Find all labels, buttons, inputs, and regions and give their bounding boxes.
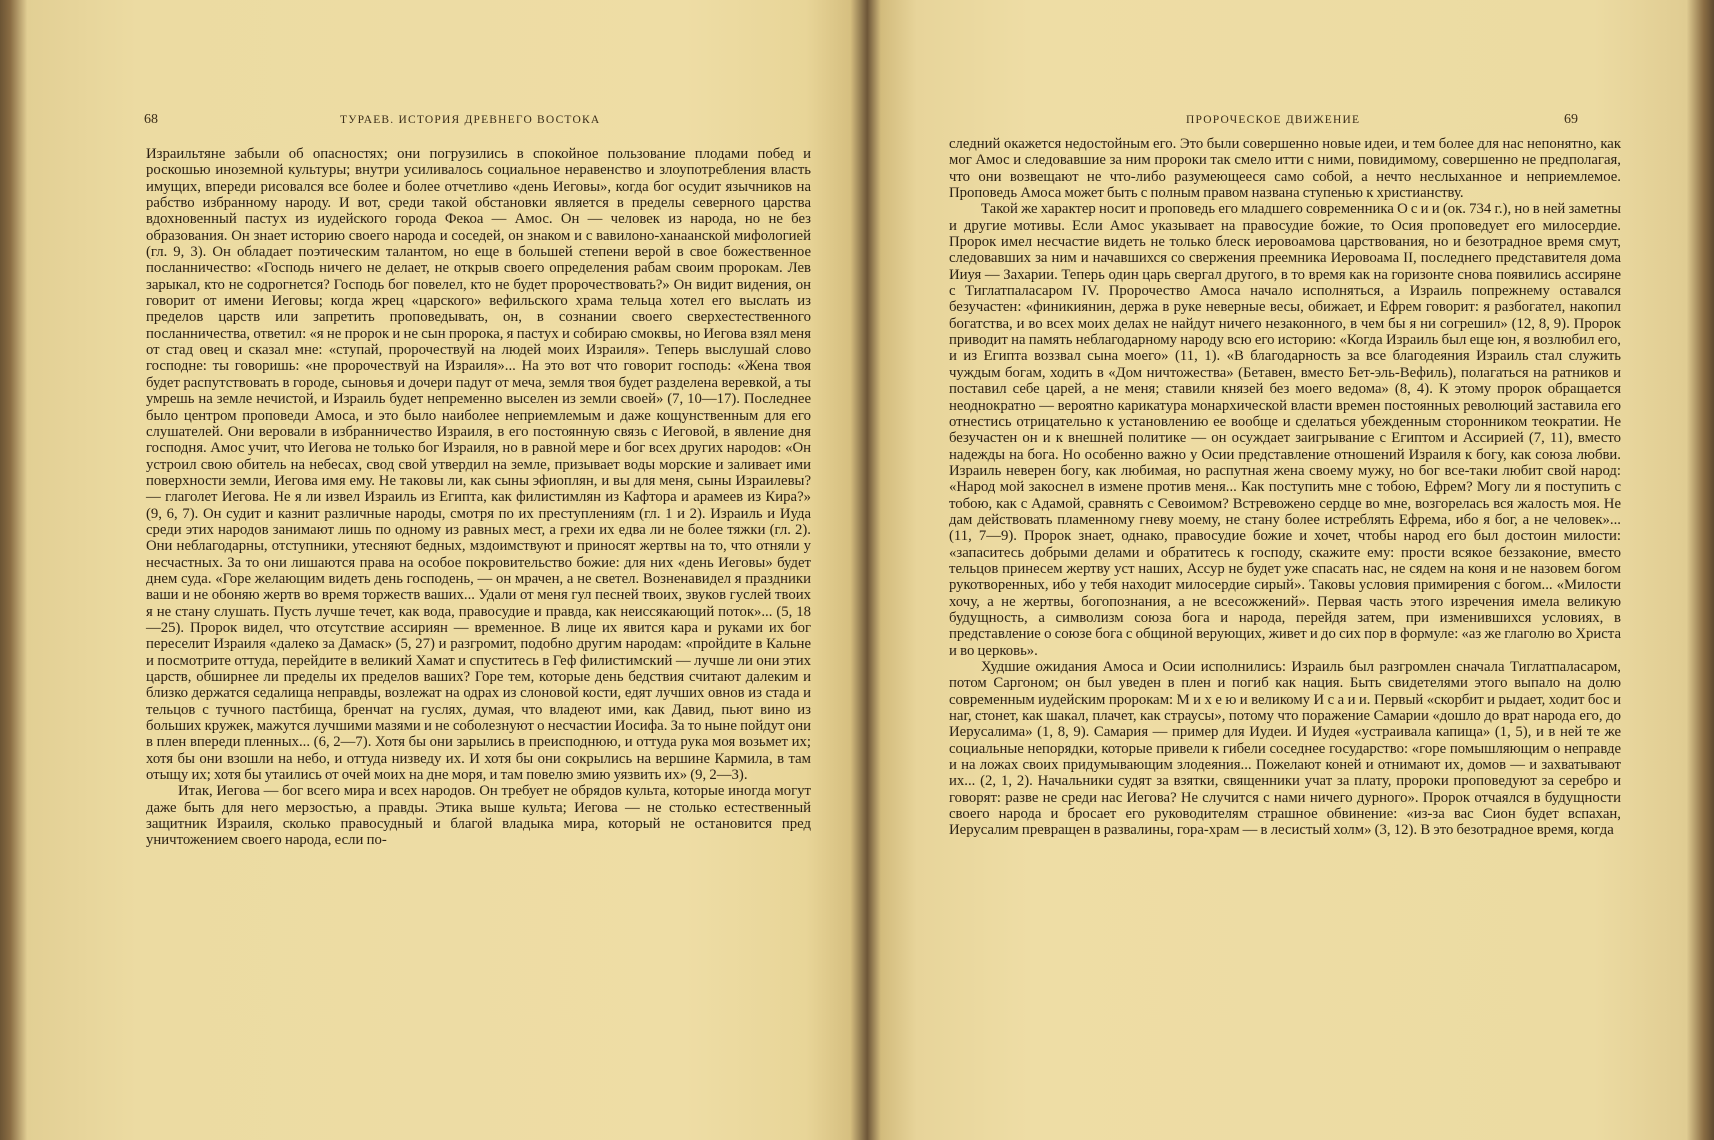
right-running-head xyxy=(866,114,1714,134)
right-page xyxy=(866,0,1714,1140)
paragraph: Итак, Иегова — бог всего мира и всех народов. Он требует не обрядов культа, которые иногда могут даже быть для него мерзостью, а правды. Этика выше культа; Иегова — не столько естественный защитник Израиля, сколько правосудный и благой владыка мира, который не остановится пред уничтожением своего народа, если по- xyxy=(146,783,811,849)
paragraph: следний окажется недостойным его. Это были совершенно новые идеи, и тем более для нас непонятно, как мог Амос и следовавшие за ним пророки так смело итти с ними, повидимому, совершенно не предполагая, что они возвещают не что-либо разумеющееся само собой, а нечто неслыханное и неприемлемое. Проповедь Амоса может быть с полным правом названа ступенью к христианству. xyxy=(949,136,1621,202)
paragraph: Худшие ожидания Амоса и Осии исполнились: Израиль был разгромлен сначала Тиглатпаласаром, потом Саргоном; он был уведен в плен и погиб как нация. Быть свидетелями этого выпало на долю современным иудейским пророкам: М и х е ю и великому И с а и и. Первый «скорбит и рыдает, ходит бос и наг, стонет, как шакал, плачет, как страусы», потому что поражение Самарии «дошло до врат народа его, до Иерусалима» (1, 8, 9). Самария — пример для Иудеи. И Иудея «устраивала капища» (1, 5), и в ней те же социальные непорядки, которые привели к гибели соседнее государство: «горе помышляющим о неправде и на ложах своих придумывающим злодеяния... Пожелают коней и отнимают их, домов — и захватывают их... (2, 1, 2). Начальники судят за взятки, священники учат за плату, пророки проповедуют за серебро и говорят: разве не среди нас Иегова? Не случится с нами ничего дурного». Пророк отчаялся в будущности своего народа и бросает его руководителям страшное обвинение: «из-за вас Сион будет вспахан, Иерусалим превращен в развалины, гора-храм — в лесистый холм» (3, 12). В это безотрадное время, когда xyxy=(949,659,1621,839)
left-page-number: 68 xyxy=(144,112,158,127)
left-running-title: ТУРАЕВ. ИСТОРИЯ ДРЕВНЕГО ВОСТОКА xyxy=(340,114,601,126)
right-running-title: ПРОРОЧЕСКОЕ ДВИЖЕНИЕ xyxy=(1186,114,1361,126)
left-body-text xyxy=(146,146,811,849)
paragraph: Израильтяне забыли об опасностях; они погрузились в спокойное пользование плодами побед и роскошью иноземной культуры; внутри усиливалось социальное неравенство и злоупотребления власть имущих, впереди рисовался все более и более отчетливо «день Иеговы», когда бог осудит язычников на рабство избранному народу. И вот, среди такой обстановки является в пределы северного царства вдохновенный пастух из иудейского города Фекоа — Амос. Он — человек из народа, но не без образования. Он знает историю своего народа и соседей, он знаком и с вавилоно-ханаанской мифологией (гл. 9, 3). Он обладает поэтическим талантом, но еще в большей степени верой в свое божественное посланничество: «Господь ничего не делает, не открыв своего определения рабам своим пророкам. Лев зарыкал, кто не содрогнется? Господь бог повелел, кто не будет пророчествовать?» Он видит видения, он говорит от имени Иеговы; когда жрец «царского» вефильского храма тельца хотел его выслать из пределов царств или запретить проповедывать, он, в сознании своего сверхестественного посланничества, ответил: «я не пророк и не сын пророка, я пастух и собираю смоквы, но Иегова взял меня от стад овец и сказал мне: «ступай, пророчествуй на людей моих Израиля». Теперь выслушай слово господне: ты говоришь: «не пророчествуй на Израиля»... На это вот что говорит господь: «Жена твоя будет распутствовать в городе, сыновья и дочери падут от меча, земля твоя будет разделена веревкой, а ты умрешь на земле нечистой, и Израиль будет непременно выселен из земли своей» (7, 10—17). Последнее было центром проповеди Амоса, и это было наиболее неприемлемым и даже кощунственным для его слушателей. Они веровали в избранничество Израиля, в его постоянную связь с Иеговой, в явление дня господня. Амос учит, что Иегова не только бог Израиля, но в равной мере и бог всех других народов: «Он устроил свою обитель на небесах, свод свой утвердил на земле, призывает воды морские и заливает ими поверхности земли, Иегова имя ему. Не таковы ли, как сыны эфиоплян, и вы для меня, сыны Израилевы? — глаголет Иегова. Не я ли извел Израиль из Египта, как филистимлян из Кафтора и арамеев из Кира?» (9, 6, 7). Он судит и казнит различные народы, смотря по их преступлениям (гл. 1 и 2). Израиль и Иуда среди этих народов занимают лишь по одному из равных мест, а грехи их едва ли не более тяжки (гл. 2). Они неблагодарны, отступники, утесняют бедных, мздоимствуют и приносят жертвы на то, что отняли у несчастных. За то они лишаются права на особое покровительство божие: для них «день Иеговы» будет днем суда. «Горе желающим видеть день господень, — он мрачен, а не светел. Возненавидел я праздники ваши и не обоняю жертв во время торжеств ваших... Удали от меня гул песней твоих, звуков гуслей твоих я не стану слушать. Пусть лучше течет, как вода, правосудие и правда, как неиссякающий поток»... (5, 18—25). Пророк видел, что отсутствие ассириян — временное. В лице их явится кара и руками их бог переселит Израиля «далеко за Дамаск» (5, 27) и разгромит, подобно другим народам: «пройдите в Кальне и посмотрите оттуда, перейдите в великий Хамат и спуститесь в Геф филистимский — лучше ли они этих царств, обширнее ли пределы их пределов ваших? Горе тем, которые день бедствия считают далеким и близко держатся седалища неправды, возлежат на одрах из слоновой кости, едят лучших овнов из стада и тельцов с тучного пастбища, бренчат на гуслях, думая, что владеют ими, как Давид, пьют вино из больших кружек, мажутся лучшими мазями и не соболезнуют о несчастии Иосифа. За то ныне пойдут они в плен впереди пленных... (6, 2—7). Хотя бы они зарылись в преисподнюю, и оттуда рука моя возьмет их; хотя бы они взошли на небо, и оттуда низведу их. И хотя бы они сокрылись на вершине Кармила, в там отыщу их; хотя бы утаились от очей моих на дне моря, и там повелю змию уязвить их» (9, 2—3). xyxy=(146,146,811,784)
paragraph: Такой же характер носит и проповедь его младшего современника О с и и (ок. 734 г.), но в ней заметны и другие мотивы. Если Амос указывает на правосудие божие, то Осия проповедует его милосердие. Пророк имел несчастие видеть не только блеск иеровоамова царствования, но и безотрадное время смут, следовавших за ним и начавшихся со свержения преемника Иеровоама II, последнего представителя дома Ииуя — Захарии. Теперь один царь свергал другого, в то время как на горизонте снова появились ассиряне с Тиглатпаласаром IV. Пророчество Амоса начало исполняться, а Израиль попрежнему оставался безучастен: «финикиянин, держа в руке неверные весы, обижает, и Ефрем говорит: я разбогател, накопил богатства, и во всех моих делах не найдут ничего незаконного, в чем бы я ни согрешил» (12, 8, 9). Пророк приводит на память неблагодарному народу всю его историю: «Когда Израиль был еще юн, я возлюбил его, и из Египта воззвал сына моего» (11, 1). «В благодарность за все благодеяния Израиль стал служить чуждым богам, ходить в «Дом ничтожества» (Бетавен, вместо Бет-эль-Вефиль), полагаться на ратников и поставил себе царей, а не меня; ставили князей без моего ведома» (8, 4). К этому пророк обращается неоднократно — вероятно карикатура монархической власти времен постоянных революций заставила его отнестись отрицательно к установлению ее вообще и сделаться убежденным сторонником теократии. Не безучастен он и к внешней политике — он осуждает заигрывание с Египтом и Ассирией (7, 11), вместо надежды на бога. Но особенно важно у Осии представление отношений Израиля к богу, как союза любви. Израиль неверен богу, как любимая, но распутная жена своему мужу, но бог все-таки любит свой народ: «Народ мой закоснел в измене против меня... Как поступить мне с тобою, Ефрем? Могу ли я поступить с тобою, как с Адамой, сравнять с Севоимом? Встревожено сердце во мне, возгорелась вся жалость моя. Не дам действовать пламенному гневу моему, не стану более истреблять Ефрема, ибо я бог, а не человек»... (11, 7—9). Пророк знает, однако, правосудие божие и хочет, чтобы народ его был достоин милости: «запаситесь добрыми делами и обратитесь к господу, скажите ему: прости всякое беззаконие, вместо тельцов принесем жертву уст наших, Ассур не будет уже спасать нас, не сядем на коня и не назовем богом рукотворенных, ибо у тебя находит милосердие сирый». Таковы условия примирения с богом... «Милости хочу, а не жертвы, богопознания, а не всесожжений». Первая часть этого изречения имела великую будущность, а символизм союза бога и народа, перейдя затем, при изменившихся условиях, в представление о союзе бога с общиной верующих, живет и до сих пор в формуле: «аз же глаголю во Христа и во церковь». xyxy=(949,201,1621,659)
right-body-text xyxy=(949,136,1621,839)
left-running-head xyxy=(0,114,866,134)
right-page-number: 69 xyxy=(1564,112,1578,127)
